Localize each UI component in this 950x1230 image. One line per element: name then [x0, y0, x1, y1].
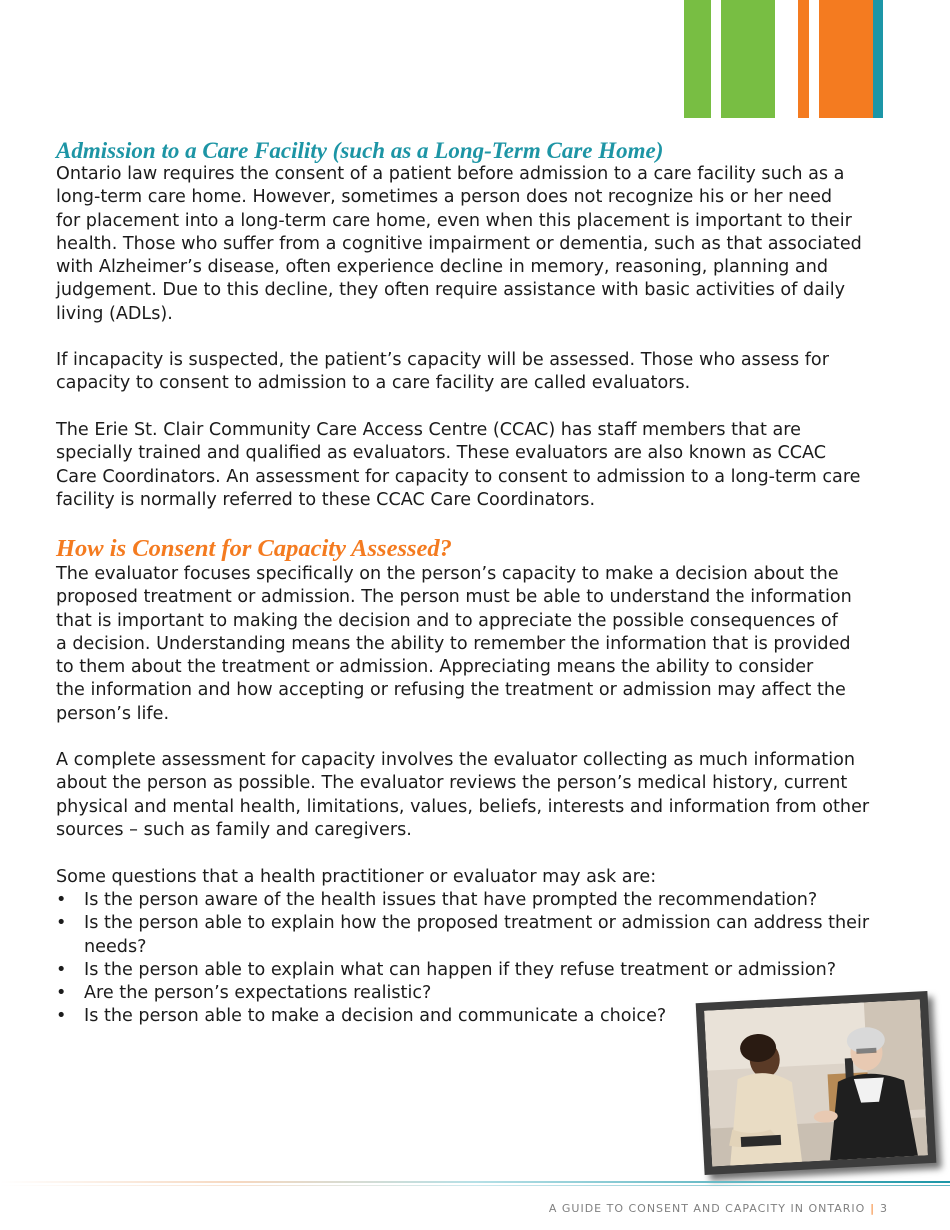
- list-item-text: Is the person able to explain what can happen if they refuse treatment or admission?: [84, 959, 837, 980]
- caregiver-photo-illustration: [704, 999, 928, 1166]
- section-heading-assessment: How is Consent for Capacity Assessed?: [56, 535, 452, 562]
- list-item-text: Is the person able to make a decision and communicate a choice?: [84, 1006, 667, 1027]
- bullet-glyph: •: [56, 890, 67, 910]
- paragraph-incapacity: If incapacity is suspected, the patient’s capacity will be assessed. Those who assess for capacity to consent to admission to a care facility are called evaluators.: [56, 350, 829, 394]
- decor-bar-orange-1: [798, 0, 809, 118]
- paragraph-evaluator-focus: The evaluator focuses specifically on the person’s capacity to make a decision about the proposed treatment or admission. The person must be able to understand the information that is important to making the decision and to appreciate the possible consequences of a decision. Understanding means the ability to remember the information that is provided to them about the treatment or admission. Appreciating means the ability to consider the information and how accepting or refusing the treatment or admission may affect the person’s life.: [56, 564, 852, 724]
- list-item: [56, 889, 869, 912]
- bullet-glyph: •: [56, 913, 67, 934]
- footer-rule: [0, 1178, 950, 1190]
- list-item-text: Are the person’s expectations realistic?: [84, 983, 432, 1004]
- list-item: [56, 912, 869, 959]
- paragraph-complete-assessment: A complete assessment for capacity involves the evaluator collecting as much information about the person as possible. The evaluator reviews the person’s medical history, current physical and mental health, limitations, values, beliefs, interests and information from other sources – such as family and caregivers.: [56, 750, 870, 840]
- decor-bar-green-1: [684, 0, 711, 118]
- decor-bar-orange-2: [819, 0, 873, 118]
- bullet-glyph: •: [56, 983, 67, 1004]
- footer-title: A GUIDE TO CONSENT AND CAPACITY IN ONTARIO: [548, 1202, 866, 1215]
- section-heading-admission: Admission to a Care Facility (such as a Long-Term Care Home): [56, 138, 664, 163]
- paragraph-questions-intro: Some questions that a health practitioner or evaluator may ask are:: [56, 867, 657, 887]
- caregiver-photo: [704, 999, 928, 1166]
- list-item-text: Is the person able to explain how the proposed treatment or admission can address their needs?: [84, 913, 870, 957]
- photo-frame: [696, 991, 937, 1175]
- page-number: 3: [880, 1202, 888, 1215]
- paragraph-admission-law: Ontario law requires the consent of a patient before admission to a care facility such as a long-term care home. However, sometimes a person does not recognize his or her need for placement into a long-term care home, even when this placement is important to their health. Those who suffer from a cognitive impairment or dementia, such as that associated with Alzheimer’s disease, often experience decline in memory, reasoning, planning and judgement. Due to this decline, they often require assistance with basic activities of daily living (ADLs).: [56, 164, 862, 324]
- bullet-glyph: •: [56, 1006, 67, 1027]
- page-footer: [549, 1202, 888, 1215]
- list-item: [56, 959, 869, 982]
- bullet-glyph: •: [56, 959, 67, 980]
- paragraph-ccac: The Erie St. Clair Community Care Access Centre (CCAC) has staff members that are specially trained and qualified as evaluators. These evaluators are also known as CCAC Care Coordinators. An assessment for capacity to consent to admission to a long-term care facility is normally referred to these CCAC Care Coordinators.: [56, 420, 861, 510]
- footer-separator: |: [870, 1202, 875, 1215]
- list-item-text: Is the person aware of the health issues that have prompted the recommendation?: [84, 890, 818, 910]
- decor-bar-teal: [873, 0, 883, 118]
- decor-bar-green-2: [721, 0, 775, 118]
